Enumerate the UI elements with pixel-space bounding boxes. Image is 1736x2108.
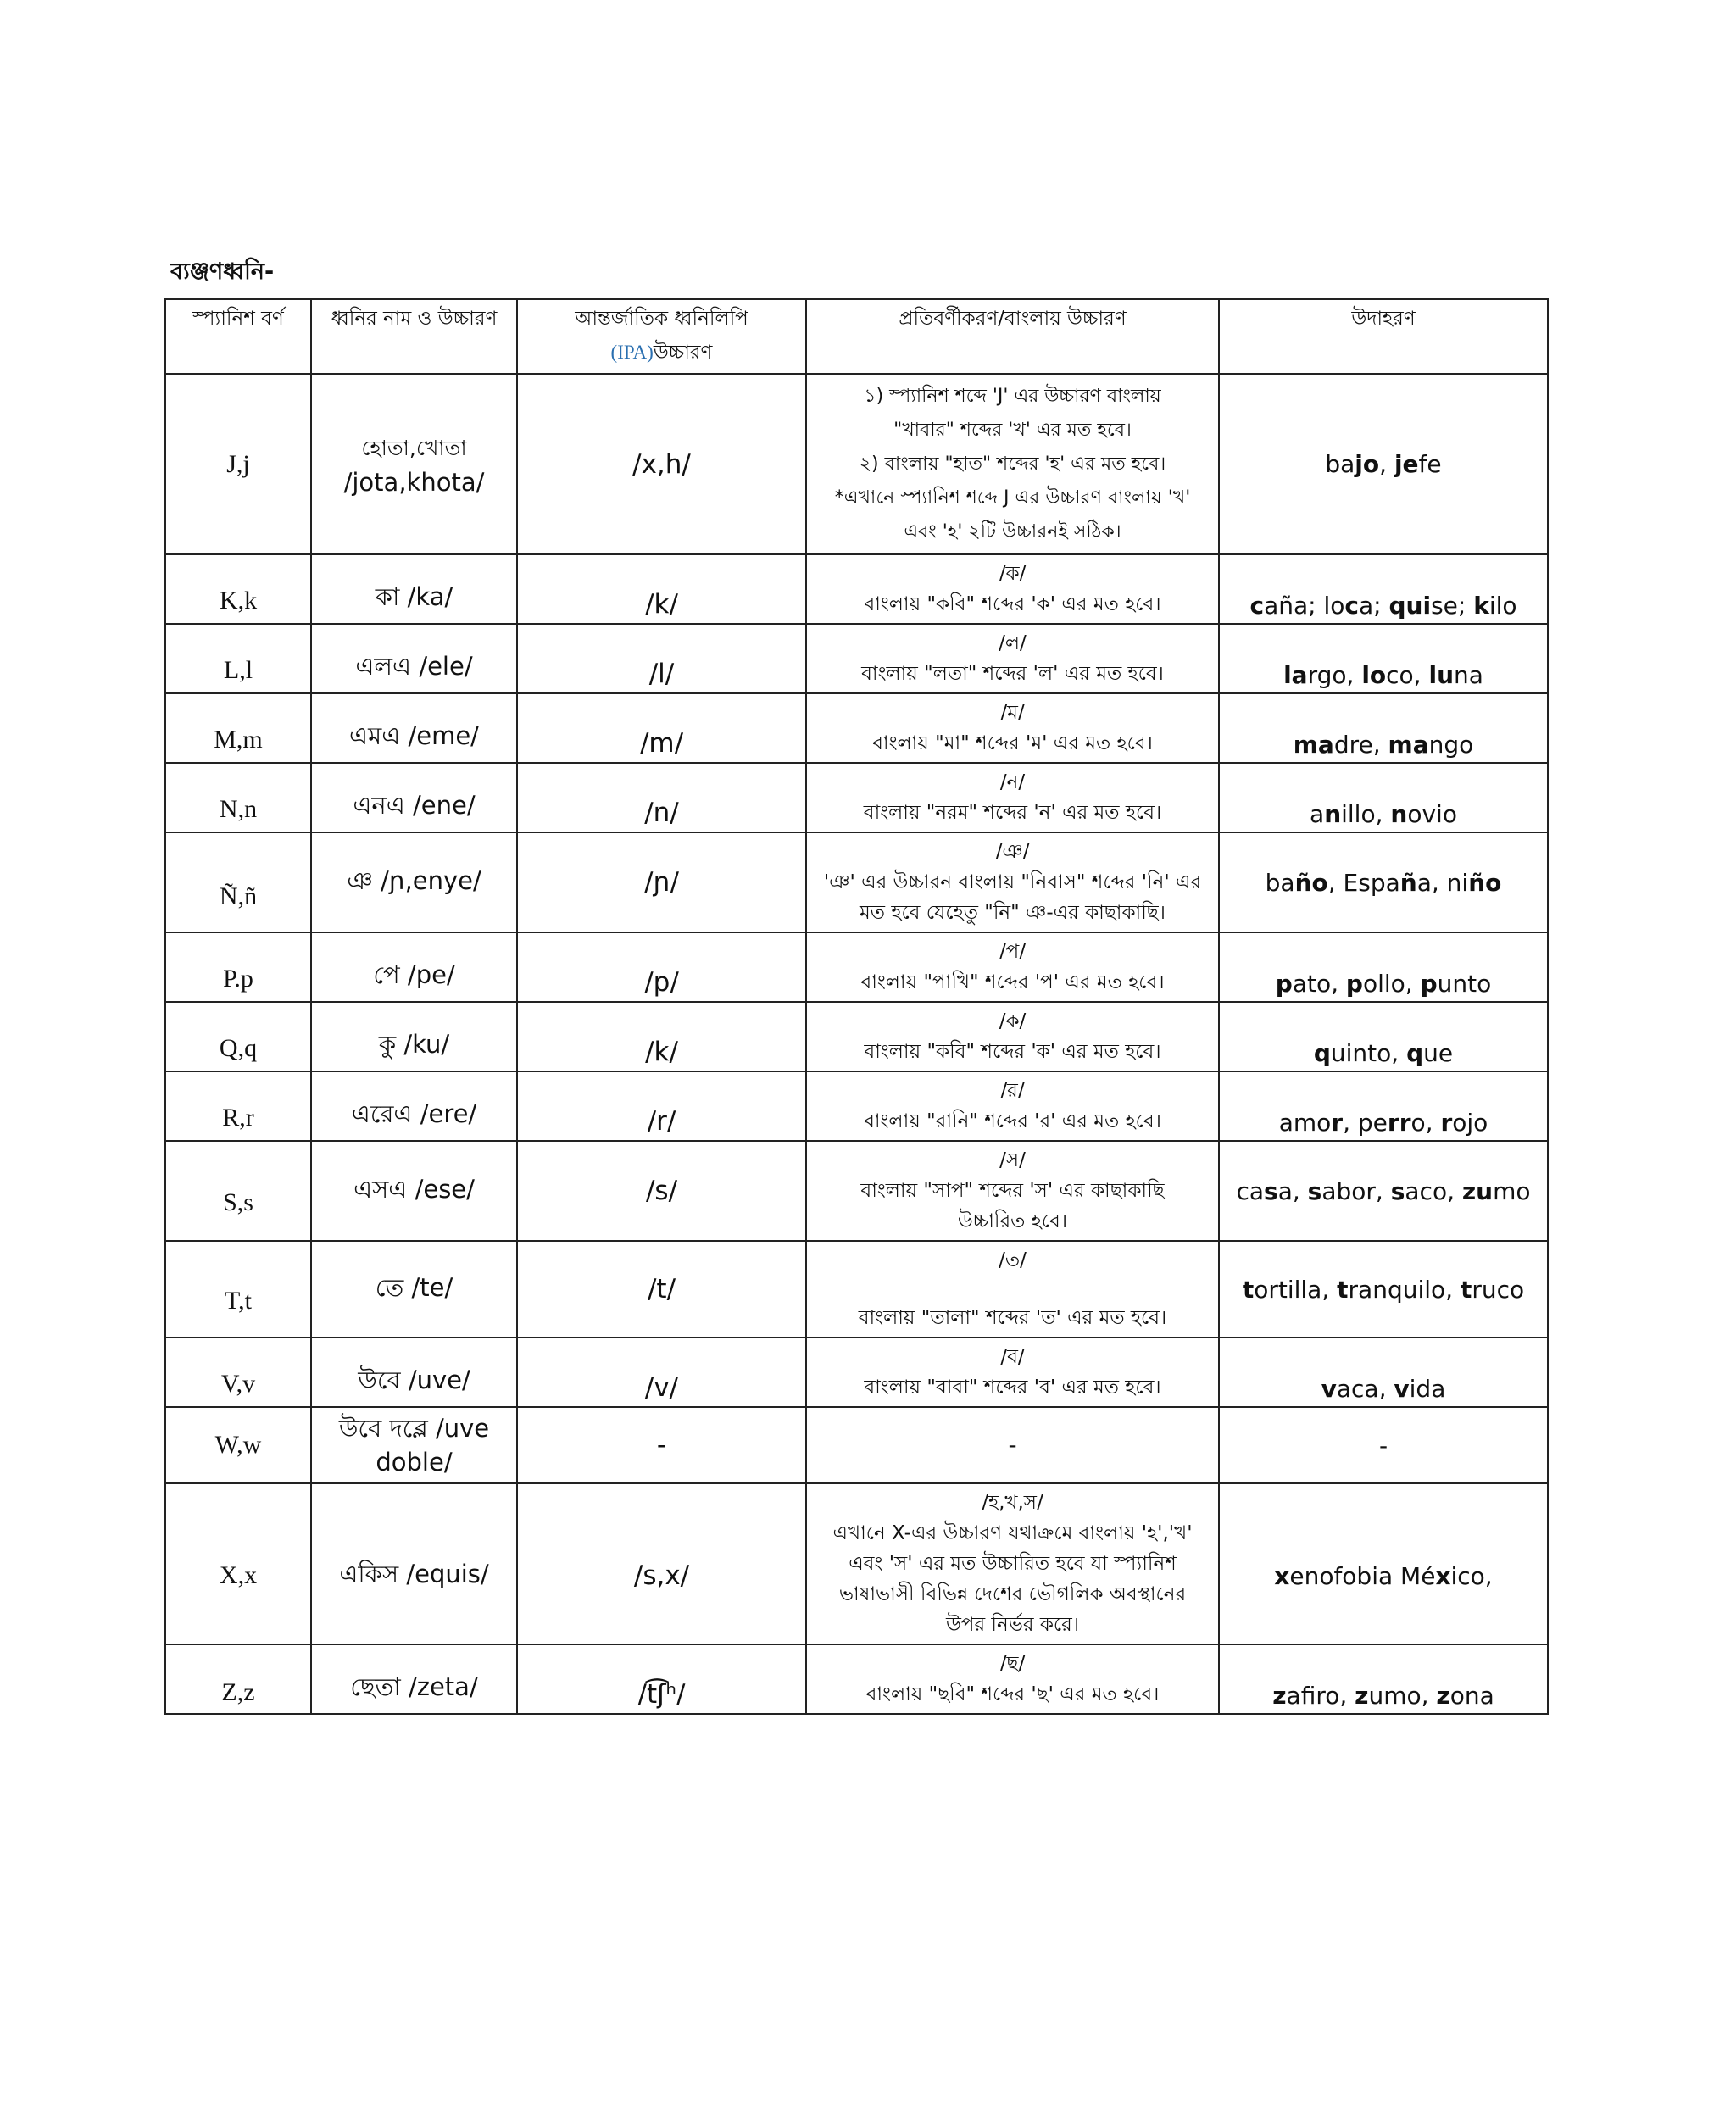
ex-part: ollo, xyxy=(1362,970,1421,998)
desc-line: ২) বাংলায় "হাত" শব্দের 'হ' এর মত হবে। xyxy=(859,453,1166,475)
ex-part-bold: p xyxy=(1275,970,1293,998)
table-row xyxy=(165,1644,1548,1714)
row-example xyxy=(1219,374,1548,554)
desc-line: /ক/ xyxy=(999,563,1027,585)
table-row xyxy=(165,932,1548,1002)
row-desc xyxy=(806,832,1219,932)
ex-part: ca xyxy=(1236,1176,1265,1205)
row-name: উবে দব্লে /uve doble/ xyxy=(311,1407,517,1483)
table-row xyxy=(165,1407,1548,1483)
row-letter: R,r xyxy=(165,1071,311,1141)
table-row xyxy=(165,1002,1548,1071)
ex-part-bold: ma xyxy=(1388,731,1429,759)
row-desc xyxy=(806,1338,1219,1407)
row-example xyxy=(1219,1483,1548,1644)
desc-line: "খাবার" শব্দের 'খ' এর মত হবে। xyxy=(893,419,1132,441)
ex-part-bold: s xyxy=(1307,1176,1322,1205)
ex-part: ranquilo, xyxy=(1348,1275,1461,1304)
ex-part-bold: x xyxy=(1274,1561,1290,1590)
row-example xyxy=(1219,624,1548,693)
ex-part: ovio xyxy=(1407,800,1457,828)
desc-line: বাংলায় "বাবা" শব্দের 'ব' এর মত হবে। xyxy=(864,1377,1161,1399)
table-row xyxy=(165,832,1548,932)
desc-line: /ঞ/ xyxy=(995,841,1030,863)
row-example xyxy=(1219,1071,1548,1141)
ex-part-bold: s xyxy=(1264,1176,1278,1205)
ex-part-bold: q xyxy=(1313,1039,1331,1067)
ex-part-bold: r xyxy=(1331,1109,1344,1137)
section-heading: ব্যঞ্জণধ্বনি- xyxy=(170,259,275,285)
table-row xyxy=(165,554,1548,624)
ex-part-bold: q xyxy=(1406,1039,1424,1067)
row-ipa: /p/ xyxy=(517,932,806,1002)
row-name: এরেএ /ere/ xyxy=(311,1071,517,1141)
row-ipa: /s/ xyxy=(517,1141,806,1241)
desc-line: /ম/ xyxy=(1000,702,1025,724)
desc-line: এবং 'হ' ২টি উচ্চারনই সঠিক। xyxy=(904,520,1121,542)
ex-part: ortilla, xyxy=(1254,1275,1338,1304)
row-desc xyxy=(806,554,1219,624)
row-example xyxy=(1219,1141,1548,1241)
ex-part-bold: k xyxy=(1473,592,1489,620)
desc-line: বাংলায় "রানি" শব্দের 'র' এর মত হবে। xyxy=(864,1110,1161,1132)
ex-part: na xyxy=(1454,661,1483,689)
row-letter: V,v xyxy=(165,1338,311,1407)
row-desc: - xyxy=(806,1407,1219,1483)
desc-line: বাংলায় "তালা" শব্দের 'ত' এর মত হবে। xyxy=(858,1307,1167,1329)
ex-part: abor, xyxy=(1321,1176,1391,1205)
row-desc xyxy=(806,693,1219,763)
ex-part: rgo, xyxy=(1307,661,1362,689)
ex-part-bold: la xyxy=(1283,661,1308,689)
table-header-row xyxy=(165,299,1548,374)
row-letter: K,k xyxy=(165,554,311,624)
desc-line: /প/ xyxy=(999,941,1027,963)
table-row xyxy=(165,763,1548,832)
ex-part: ilo xyxy=(1488,592,1517,620)
row-ipa: /x,h/ xyxy=(517,374,806,554)
row-ipa: /ɲ/ xyxy=(517,832,806,932)
ex-part: afiro, xyxy=(1286,1682,1355,1710)
ex-part-bold: t xyxy=(1242,1275,1255,1304)
desc-line: /ক/ xyxy=(999,1010,1027,1032)
row-name: এসএ /ese/ xyxy=(311,1141,517,1241)
row-ipa: /t/ xyxy=(517,1241,806,1338)
row-letter: Z,z xyxy=(165,1644,311,1714)
row-name-lat: /jota,khota/ xyxy=(343,468,485,497)
ex-part-bold: qui xyxy=(1388,592,1432,620)
ex-part: ida xyxy=(1409,1375,1446,1403)
table-row xyxy=(165,1241,1548,1338)
row-ipa: /m/ xyxy=(517,693,806,763)
desc-line: এবং 'স' এর মত উচ্চারিত হবে যা স্প্যানিশ xyxy=(849,1553,1177,1575)
desc-line: এখানে X-এর উচ্চারণ যথাক্রমে বাংলায় 'হ','খ' xyxy=(832,1522,1193,1544)
row-ipa: - xyxy=(517,1407,806,1483)
ex-part-bold: n xyxy=(1324,800,1342,828)
desc-line: /ল/ xyxy=(999,632,1027,654)
row-name-bn: হোতা,খোতা xyxy=(361,436,467,460)
ex-part-bold: c xyxy=(1344,592,1359,620)
table-row xyxy=(165,1141,1548,1241)
header-example: উদাহরণ xyxy=(1219,299,1548,374)
ex-part-bold: rr xyxy=(1387,1109,1411,1137)
row-example xyxy=(1219,1338,1548,1407)
row-name: ছেতা /zeta/ xyxy=(311,1644,517,1714)
row-name: এমএ /eme/ xyxy=(311,693,517,763)
desc-line: উপর নির্ভর করে। xyxy=(945,1614,1080,1636)
desc-line: বাংলায় "কবি" শব্দের 'ক' এর মত হবে। xyxy=(864,593,1161,615)
ex-part: unto xyxy=(1437,970,1492,998)
row-desc xyxy=(806,932,1219,1002)
ex-part-bold: ma xyxy=(1293,731,1334,759)
row-desc xyxy=(806,763,1219,832)
header-name: ধ্বনির নাম ও উচ্চারণ xyxy=(311,299,517,374)
row-desc xyxy=(806,1071,1219,1141)
desc-line: বাংলায় "সাপ" শব্দের 'স' এর কাছাকাছি xyxy=(860,1180,1165,1202)
desc-line: উচ্চারিত হবে। xyxy=(957,1210,1068,1232)
ex-part: , Espa xyxy=(1327,868,1400,897)
row-ipa: /r/ xyxy=(517,1071,806,1141)
row-name: তে /te/ xyxy=(311,1241,517,1338)
row-ipa: /k/ xyxy=(517,554,806,624)
row-letter: M,m xyxy=(165,693,311,763)
ex-part: ona xyxy=(1449,1682,1494,1710)
table-row xyxy=(165,624,1548,693)
desc-line: ১) স্প্যানিশ শব্দে 'J' এর উচ্চারণ বাংলায় xyxy=(864,385,1161,407)
header-ipa xyxy=(517,299,806,374)
desc-line: /ছ/ xyxy=(999,1653,1026,1675)
ex-part-bold: p xyxy=(1420,970,1438,998)
row-letter: T,t xyxy=(165,1241,311,1338)
row-example xyxy=(1219,832,1548,932)
ex-part-bold: t xyxy=(1337,1275,1349,1304)
ex-part-bold: ño xyxy=(1294,868,1328,897)
desc-line: বাংলায় "ছবি" শব্দের 'ছ' এর মত হবে। xyxy=(865,1683,1160,1705)
row-name: এলএ /ele/ xyxy=(311,624,517,693)
table-row xyxy=(165,1483,1548,1644)
table-row xyxy=(165,1071,1548,1141)
row-name: কু /ku/ xyxy=(311,1002,517,1071)
row-letter: X,x xyxy=(165,1483,311,1644)
desc-line: /ত/ xyxy=(999,1249,1027,1271)
row-example xyxy=(1219,763,1548,832)
ex-part-bold: v xyxy=(1321,1375,1337,1403)
ex-part-bold: x xyxy=(1435,1561,1451,1590)
desc-line: /হ,খ,স/ xyxy=(982,1492,1043,1514)
ex-part: a xyxy=(1310,800,1325,828)
desc-line: 'ঞ' এর উচ্চারন বাংলায় "নিবাস" শব্দের 'নি' এর xyxy=(823,871,1202,893)
ex-part: a, ni xyxy=(1416,868,1469,897)
ex-part-bold: lu xyxy=(1428,661,1455,689)
ex-part: o, xyxy=(1410,1109,1441,1137)
ex-part-bold: v xyxy=(1394,1375,1410,1403)
row-desc xyxy=(806,1483,1219,1644)
ex-part: aca, xyxy=(1336,1375,1394,1403)
row-desc xyxy=(806,1002,1219,1071)
desc-line: *এখানে স্প্যানিশ শব্দে J এর উচ্চারণ বাংলায় 'খ' xyxy=(834,487,1191,509)
ex-part-bold: ñ xyxy=(1399,868,1417,897)
row-ipa: /l/ xyxy=(517,624,806,693)
row-desc xyxy=(806,1241,1219,1338)
ex-part: ojo xyxy=(1452,1109,1488,1137)
ex-part: ba xyxy=(1265,868,1295,897)
header-ipa-tag: (IPA) xyxy=(610,342,654,363)
ex-part: fe xyxy=(1418,450,1442,478)
ex-part-bold: t xyxy=(1460,1275,1472,1304)
row-letter: J,j xyxy=(165,374,311,554)
ex-part: a, xyxy=(1277,1176,1308,1205)
ex-part-bold: c xyxy=(1249,592,1265,620)
desc-line: বাংলায় "নরম" শব্দের 'ন' এর মত হবে। xyxy=(863,802,1162,824)
desc-line: /ন/ xyxy=(999,771,1026,793)
row-desc xyxy=(806,374,1219,554)
ex-part-bold: z xyxy=(1272,1682,1287,1710)
ex-part: se; xyxy=(1431,592,1474,620)
row-desc xyxy=(806,624,1219,693)
row-name xyxy=(311,374,517,554)
row-letter: S,s xyxy=(165,1141,311,1241)
desc-line: /ব/ xyxy=(1000,1346,1025,1368)
ex-part-bold: zu xyxy=(1461,1176,1494,1205)
desc-line: মত হবে যেহেতু "নি" ঞ-এর কাছাকাছি। xyxy=(860,902,1166,924)
ex-part-bold: je xyxy=(1394,450,1419,478)
ex-part-bold: r xyxy=(1440,1109,1453,1137)
ex-part: co, xyxy=(1386,661,1429,689)
row-name: একিস /equis/ xyxy=(311,1483,517,1644)
ex-part: aco, xyxy=(1405,1176,1462,1205)
ex-part: , pe xyxy=(1343,1109,1388,1137)
ex-part-bold: lo xyxy=(1361,661,1387,689)
row-ipa: /k/ xyxy=(517,1002,806,1071)
ex-sep: , xyxy=(1379,450,1394,478)
row-name: এনএ /ene/ xyxy=(311,763,517,832)
desc-line: ভাষাভাসী বিভিন্ন দেশের ভৌগলিক অবস্থানের xyxy=(838,1583,1187,1605)
table-row xyxy=(165,374,1548,554)
row-name: কা /ka/ xyxy=(311,554,517,624)
ex-part: umo, xyxy=(1368,1682,1437,1710)
row-example xyxy=(1219,1241,1548,1338)
table-row xyxy=(165,693,1548,763)
ex-part: mo xyxy=(1493,1176,1531,1205)
ex-part-bold: s xyxy=(1390,1176,1405,1205)
row-letter: P.p xyxy=(165,932,311,1002)
header-desc: প্রতিবর্ণীকরণ/বাংলায় উচ্চারণ xyxy=(806,299,1219,374)
row-example xyxy=(1219,1002,1548,1071)
header-ipa-pre: আন্তর্জাতিক ধ্বনিলিপি xyxy=(575,308,748,330)
row-name: ঞ /ɲ,enye/ xyxy=(311,832,517,932)
ex-part-bold: n xyxy=(1390,800,1408,828)
ex-part: ico, xyxy=(1450,1561,1493,1590)
row-name: উবে /uve/ xyxy=(311,1338,517,1407)
row-example xyxy=(1219,932,1548,1002)
ex-part-bold: ño xyxy=(1468,868,1502,897)
ex-part-bold: z xyxy=(1355,1682,1369,1710)
row-letter: W,w xyxy=(165,1407,311,1483)
row-letter: Q,q xyxy=(165,1002,311,1071)
ex-part: aña; lo xyxy=(1264,592,1345,620)
row-letter: L,l xyxy=(165,624,311,693)
row-example: - xyxy=(1219,1407,1548,1483)
ex-part-bold: p xyxy=(1345,970,1363,998)
ex-part: ue xyxy=(1423,1039,1454,1067)
desc-line: /স/ xyxy=(999,1149,1026,1171)
consonant-table xyxy=(164,298,1549,1715)
desc-line: বাংলায় "লতা" শব্দের 'ল' এর মত হবে। xyxy=(861,663,1164,685)
desc-line: বাংলায় "কবি" শব্দের 'ক' এর মত হবে। xyxy=(864,1041,1161,1063)
desc-line: বাংলায় "মা" শব্দের 'ম' এর মত হবে। xyxy=(872,732,1153,754)
ex-part-bold: jo xyxy=(1355,450,1380,478)
row-letter: Ñ,ñ xyxy=(165,832,311,932)
row-desc xyxy=(806,1644,1219,1714)
row-ipa: /s,x/ xyxy=(517,1483,806,1644)
header-letter: স্প্যানিশ বর্ণ xyxy=(165,299,311,374)
ex-part: amo xyxy=(1278,1109,1332,1137)
row-ipa: /v/ xyxy=(517,1338,806,1407)
ex-part: ba xyxy=(1325,450,1355,478)
ex-part: illo, xyxy=(1341,800,1391,828)
ex-part: a; xyxy=(1358,592,1389,620)
row-ipa: /n/ xyxy=(517,763,806,832)
row-example xyxy=(1219,554,1548,624)
desc-line: /র/ xyxy=(1000,1080,1025,1102)
row-letter: N,n xyxy=(165,763,311,832)
ex-part: ngo xyxy=(1428,731,1474,759)
row-example xyxy=(1219,693,1548,763)
row-desc xyxy=(806,1141,1219,1241)
ex-part: ato, xyxy=(1292,970,1346,998)
row-example xyxy=(1219,1644,1548,1714)
ex-part: dre, xyxy=(1333,731,1388,759)
ex-part: enofobia Mé xyxy=(1289,1561,1436,1590)
ex-part-bold: z xyxy=(1436,1682,1450,1710)
ex-part: ruco xyxy=(1472,1275,1525,1304)
ex-part: uinto, xyxy=(1330,1039,1407,1067)
desc-line: বাংলায় "পাখি" শব্দের 'প' এর মত হবে। xyxy=(860,971,1165,993)
header-ipa-post: উচ্চারণ xyxy=(653,342,713,364)
row-ipa: /t͡ʃʰ/ xyxy=(517,1644,806,1714)
table-row xyxy=(165,1338,1548,1407)
row-name: পে /pe/ xyxy=(311,932,517,1002)
